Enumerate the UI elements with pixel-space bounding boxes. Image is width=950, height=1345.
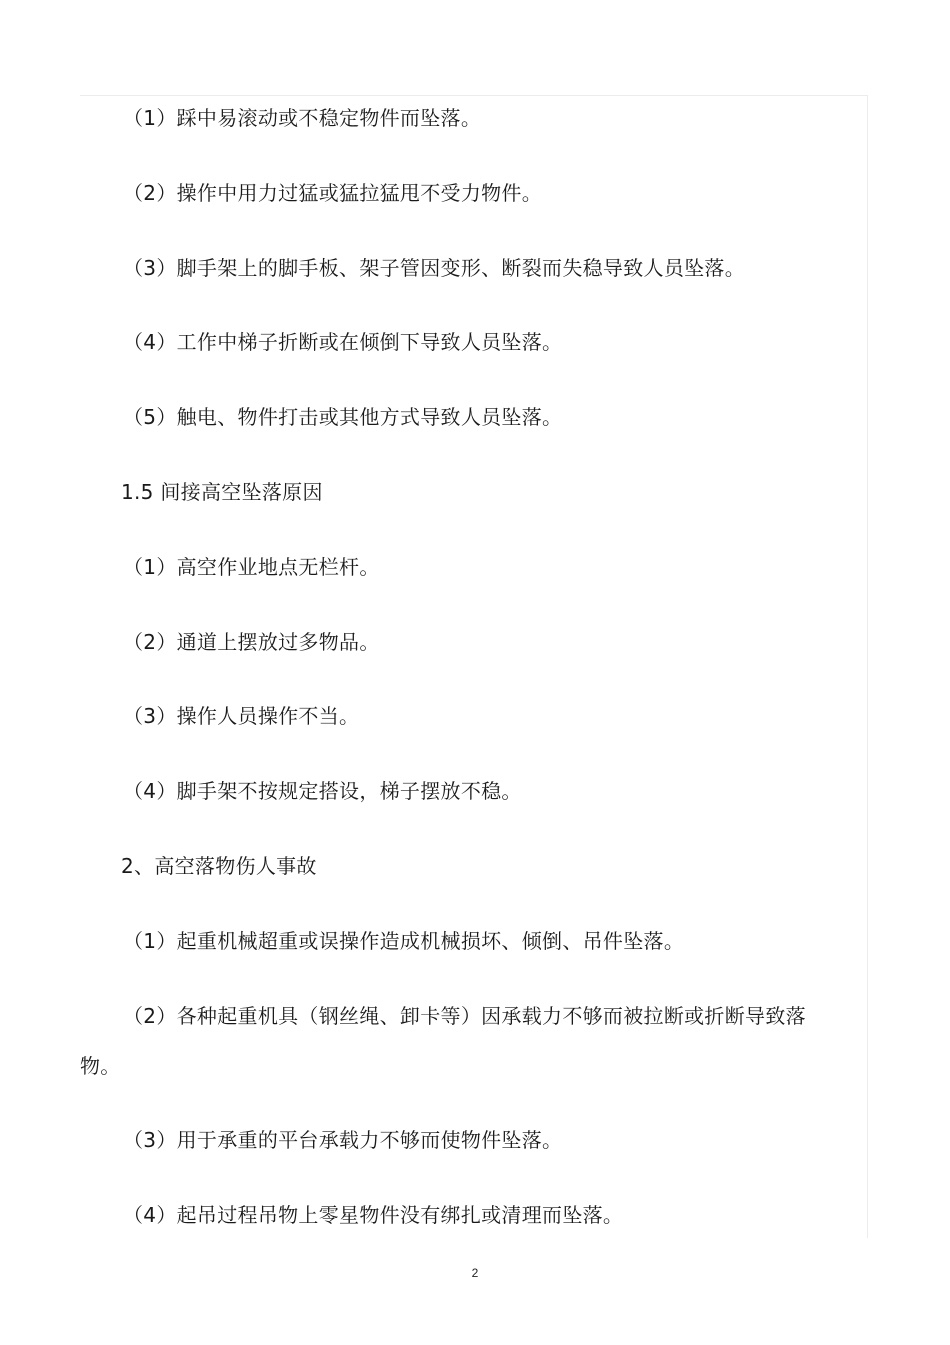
paragraph-indirect-cause-4: （4）脚手架不按规定搭设，梯子摆放不稳。 — [123, 779, 522, 803]
paragraph-indirect-cause-2: （2）通道上摆放过多物品。 — [123, 630, 380, 654]
paragraph-direct-cause-2: （2）操作中用力过猛或猛拉猛甩不受力物件。 — [123, 181, 543, 205]
paragraph-direct-cause-5: （5）触电、物件打击或其他方式导致人员坠落。 — [123, 405, 563, 429]
paragraph-falling-object-3: （3）用于承重的平台承载力不够而使物件坠落。 — [123, 1128, 563, 1152]
section-heading-2: 2、高空落物伤人事故 — [121, 854, 317, 878]
section-heading-1-5: 1.5 间接高空坠落原因 — [121, 480, 323, 504]
paragraph-direct-cause-4: （4）工作中梯子折断或在倾倒下导致人员坠落。 — [123, 330, 563, 354]
paragraph-falling-object-2: （2）各种起重机具（钢丝绳、卸卡等）因承载力不够而被拉断或折断导致落 — [123, 1004, 806, 1028]
paragraph-falling-object-2-continuation: 物。 — [80, 1054, 121, 1078]
page-number: 2 — [471, 1266, 479, 1280]
paragraph-falling-object-4: （4）起吊过程吊物上零星物件没有绑扎或清理而坠落。 — [123, 1203, 624, 1227]
paragraph-direct-cause-3: （3）脚手架上的脚手板、架子管因变形、断裂而失稳导致人员坠落。 — [123, 256, 746, 280]
paragraph-direct-cause-1: （1）踩中易滚动或不稳定物件而坠落。 — [123, 106, 482, 130]
paragraph-indirect-cause-1: （1）高空作业地点无栏杆。 — [123, 555, 380, 579]
paragraph-falling-object-1: （1）起重机械超重或误操作造成机械损坏、倾倒、吊件坠落。 — [123, 929, 685, 953]
paragraph-indirect-cause-3: （3）操作人员操作不当。 — [123, 704, 360, 728]
